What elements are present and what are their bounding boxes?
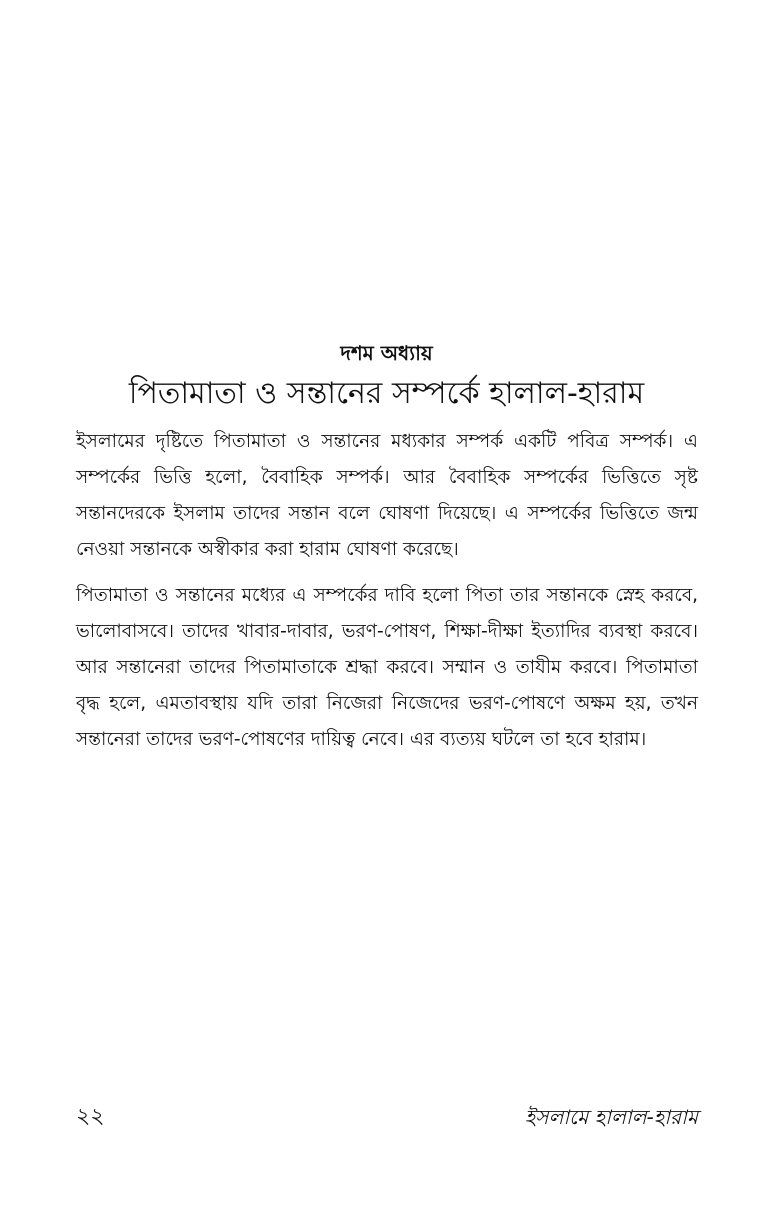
page-number: ২২ bbox=[76, 1104, 105, 1129]
body-text bbox=[76, 424, 698, 768]
running-title: ইসলামে হালাল-হারাম bbox=[524, 1105, 698, 1129]
paragraph-1: ইসলামের দৃষ্টিতে পিতামাতা ও সন্তানের মধ্যকার সম্পর্ক একটি পবিত্র সম্পর্ক। এ সম্পর্কের ভিত্তি হলো, বৈবাহিক সম্পর্ক। আর বৈবাহিক সম্পর্কের ভিত্তিতে সৃষ্ট সন্তানদেরকে ইসলাম তাদের সন্তান বলে ঘোষণা দিয়েছে। এ সম্পর্কের ভিত্তিতে জন্ম নেওয়া সন্তানকে অস্বীকার করা হারাম ঘোষণা করেছে। bbox=[76, 431, 698, 560]
chapter-title: পিতামাতা ও সন্তানের সম্পর্কে হালাল-হারাম bbox=[128, 376, 645, 411]
page-footer bbox=[76, 1100, 698, 1134]
paragraph-2: পিতামাতা ও সন্তানের মধ্যের এ সম্পর্কের দাবি হলো পিতা তার সন্তানকে স্নেহ করবে, ভালোবাসবে। তাদের খাবার-দাবার, ভরণ-পোষণ, শিক্ষা-দীক্ষা ইত্যাদির ব্যবস্থা করবে। আর সন্তানেরা তাদের পিতামাতাকে শ্রদ্ধা করবে। সম্মান ও তাযীম করবে। পিতামাতা বৃদ্ধ হলে, এমতাবস্থায় যদি তারা নিজেরা নিজেদের ভরণ-পোষণে অক্ষম হয়, তখন সন্তানেরা তাদের ভরণ-পোষণের দায়িত্ব নেবে। এর ব্যত্যয় ঘটলে তা হবে হারাম। bbox=[76, 585, 698, 750]
chapter-number: দশম অধ্যায় bbox=[340, 341, 433, 365]
